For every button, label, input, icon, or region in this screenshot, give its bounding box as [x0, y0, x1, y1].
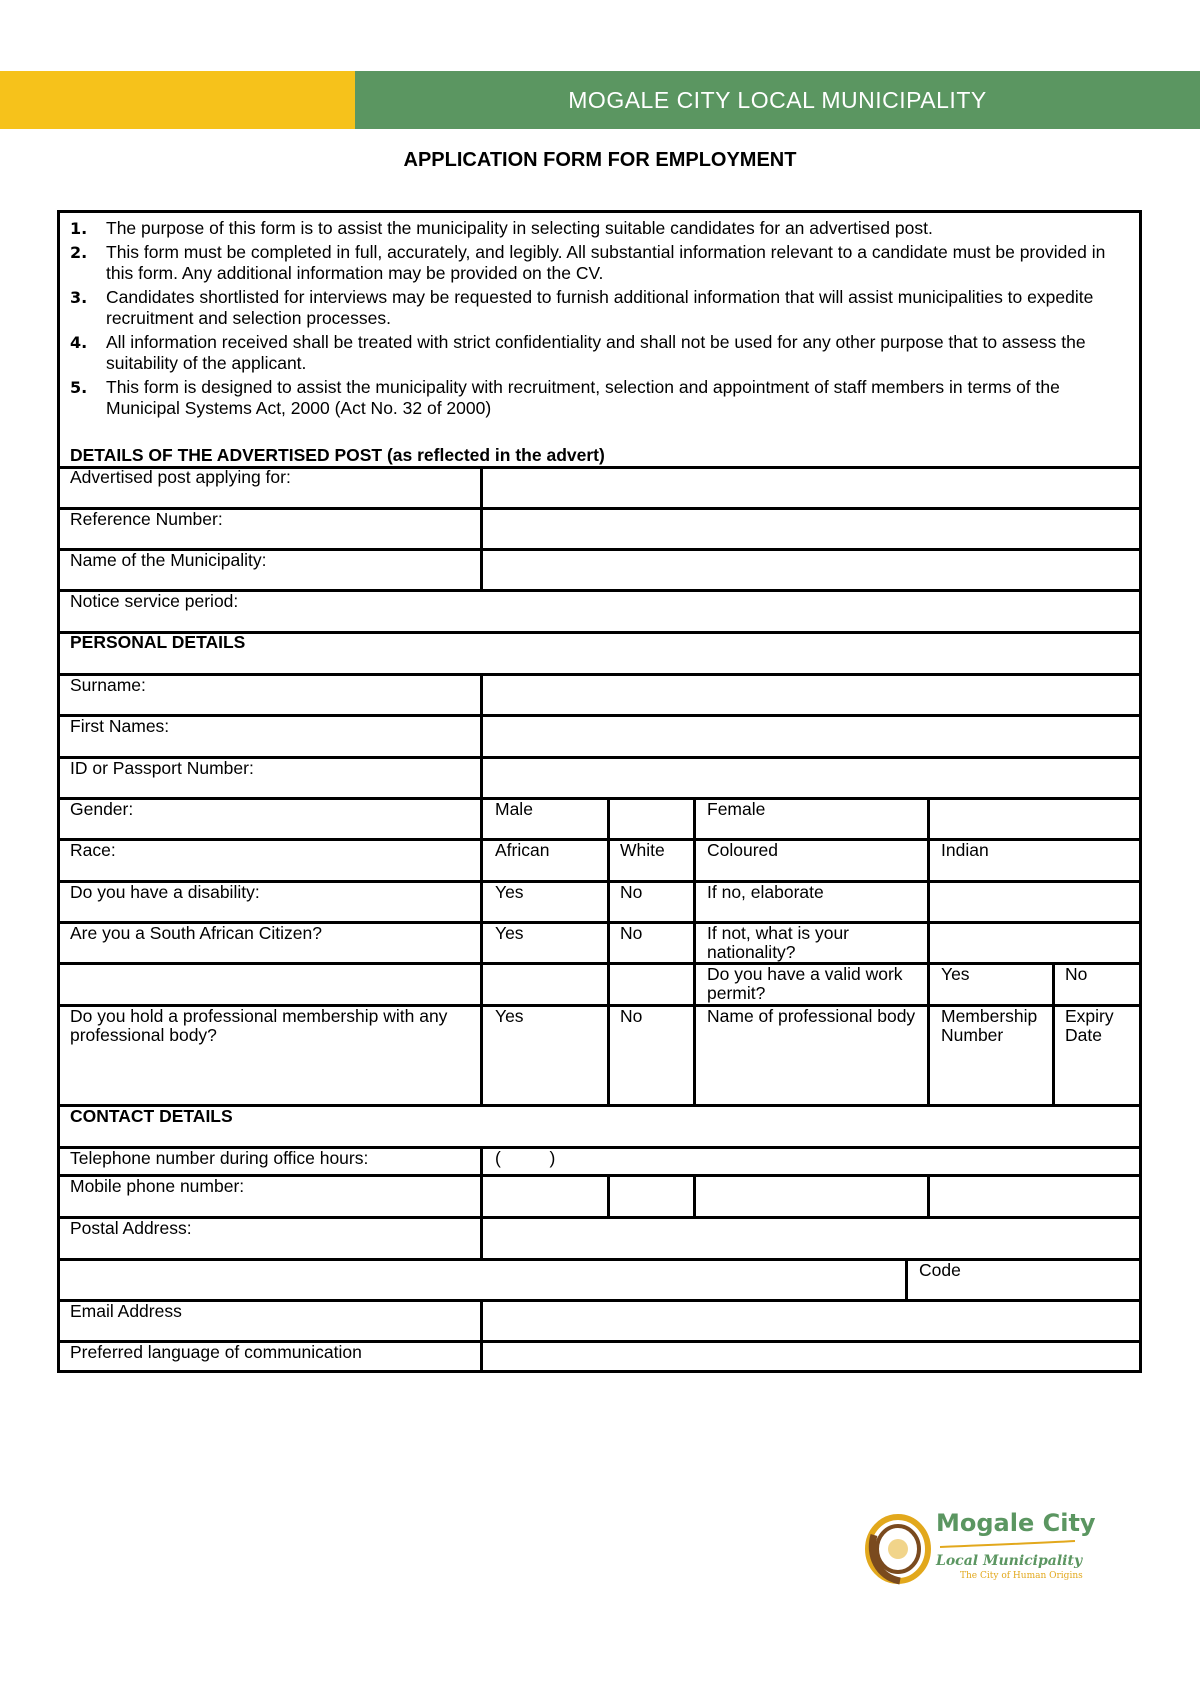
- instruction-item: 1. The purpose of this form is to assist the municipality in selecting suitable candidates for an advertised post.: [70, 218, 933, 238]
- instruction-item: 4. All information received shall be treated with strict confidentiality and shall not be used for any other purpose that to assess the suitability of the applicant.: [70, 332, 1086, 373]
- email-label: Email Address: [70, 1301, 182, 1321]
- membership-label: Do you hold a professional membership with any professional body?: [70, 1006, 448, 1045]
- header-banner: [355, 71, 1200, 129]
- disability-no[interactable]: No: [620, 882, 643, 902]
- grid-line: [480, 673, 483, 1104]
- grid-line: [693, 1174, 696, 1216]
- surname-label: Surname:: [70, 675, 146, 695]
- work-permit-no[interactable]: No: [1065, 964, 1088, 984]
- surname-input[interactable]: [484, 677, 1139, 713]
- form-title: APPLICATION FORM FOR EMPLOYMENT: [403, 149, 797, 171]
- male-option[interactable]: Male: [495, 799, 533, 819]
- grid-line: [607, 1174, 610, 1216]
- prof-body-label: Name of professional body: [707, 1006, 916, 1026]
- disability-yes[interactable]: Yes: [495, 882, 524, 902]
- grid-line: [905, 1258, 908, 1299]
- mobile-label: Mobile phone number:: [70, 1176, 245, 1196]
- org-banner-title: MOGALE CITY LOCAL MUNICIPALITY: [568, 86, 987, 113]
- grid-line: [480, 1146, 483, 1258]
- citizen-no[interactable]: No: [620, 923, 643, 943]
- id-input[interactable]: [484, 760, 1139, 796]
- reference-input[interactable]: [484, 511, 1139, 547]
- instruction-item: 2. This form must be completed in full, accurately, and legibly. All substantial information relevant to a candidate must be provided in this form. Any additional information may be provided on the CV.: [70, 242, 1106, 283]
- logo-name: Mogale City: [936, 1509, 1096, 1537]
- postal-input[interactable]: [484, 1220, 1139, 1256]
- instructions: [70, 218, 1130, 422]
- post-label: Advertised post applying for:: [70, 467, 291, 487]
- first-names-label: First Names:: [70, 716, 170, 736]
- female-option[interactable]: Female: [707, 799, 766, 819]
- work-permit-label: Do you have a valid work permit?: [707, 964, 903, 1003]
- postal-label: Postal Address:: [70, 1218, 192, 1238]
- logo-tagline: The City of Human Origins: [960, 1571, 1083, 1581]
- language-input[interactable]: [484, 1344, 1139, 1370]
- grid-line: [480, 466, 483, 589]
- grid-line: [607, 797, 610, 1104]
- disability-label: Do you have a disability:: [70, 882, 260, 902]
- banner-yellow-stripe: [0, 71, 355, 129]
- grid-line: [1052, 962, 1055, 1104]
- indian-option[interactable]: Indian: [941, 840, 989, 860]
- telephone-input[interactable]: ( ): [495, 1148, 556, 1168]
- coloured-option[interactable]: Coloured: [707, 840, 779, 860]
- citizen-yes[interactable]: Yes: [495, 923, 524, 943]
- post-input[interactable]: [484, 470, 1139, 506]
- municipality-input[interactable]: [484, 552, 1139, 588]
- expiry-date-label: Expiry Date: [1065, 1006, 1114, 1045]
- elaborate-label: If no, elaborate: [707, 882, 824, 902]
- contact-details-heading: CONTACT DETAILS: [70, 1106, 233, 1126]
- notice-label: Notice service period:: [70, 591, 239, 611]
- postal-input-line-2[interactable]: [60, 1261, 903, 1297]
- grid-line: [480, 1299, 483, 1373]
- telephone-label: Telephone number during office hours:: [70, 1148, 369, 1168]
- nationality-label: If not, what is your nationality?: [707, 923, 850, 962]
- mogale-city-logo: [860, 1505, 1160, 1605]
- membership-no[interactable]: No: [620, 1006, 643, 1026]
- logo-subtitle: Local Municipality: [936, 1553, 1083, 1569]
- code-label: Code: [919, 1260, 961, 1280]
- personal-details-heading: PERSONAL DETAILS: [70, 632, 246, 652]
- work-permit-yes[interactable]: Yes: [941, 964, 970, 984]
- membership-number-label: Membership Number: [941, 1006, 1038, 1045]
- instruction-item: 5. This form is designed to assist the municipality with recruitment, selection and appointment of staff members in terms of the Municipal Systems Act, 2000 (Act No. 32 of 2000): [70, 377, 1060, 418]
- gender-label: Gender:: [70, 799, 134, 819]
- grid-line: [927, 797, 930, 1104]
- membership-yes[interactable]: Yes: [495, 1006, 524, 1026]
- grid-line: [57, 962, 1142, 965]
- language-label: Preferred language of communication: [70, 1342, 362, 1362]
- citizen-label: Are you a South African Citizen?: [70, 923, 322, 943]
- grid-line: [57, 797, 1142, 800]
- notice-input[interactable]: [484, 593, 1139, 629]
- race-label: Race:: [70, 840, 116, 860]
- municipality-label: Name of the Municipality:: [70, 550, 267, 570]
- reference-label: Reference Number:: [70, 509, 223, 529]
- first-names-input[interactable]: [484, 718, 1139, 754]
- id-label: ID or Passport Number:: [70, 758, 254, 778]
- white-option[interactable]: White: [620, 840, 665, 860]
- instruction-item: 3. Candidates shortlisted for interviews may be requested to furnish additional information that will assist municipalities to expedite recruitment and selection processes.: [70, 287, 1094, 328]
- grid-line: [927, 1174, 930, 1216]
- grid-line: [693, 797, 696, 1104]
- advertised-post-heading: DETAILS OF THE ADVERTISED POST (as reflected in the advert): [70, 445, 605, 465]
- email-input[interactable]: [484, 1303, 1139, 1339]
- african-option[interactable]: African: [495, 840, 550, 860]
